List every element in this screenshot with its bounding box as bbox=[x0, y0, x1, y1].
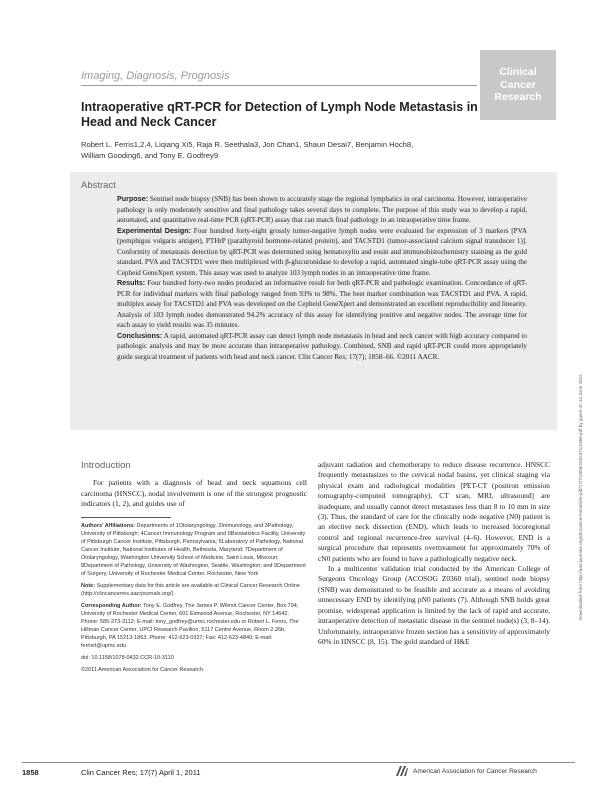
abstract-text: Sentinel node biopsy (SNB) has been shown to accurately stage the regional lymphatics in oral carcinoma. However, intraoperative pathology is only moderately sensitive and final pathology takes several days to complete. The purpose of this study was to develop a rapid, automated, and quantitative real-time PCR (qRT-PCR) assay that can match final pathology in an intraoperative time frame. bbox=[117, 195, 527, 224]
corresponding-label: Corresponding Author: bbox=[81, 603, 142, 609]
body-paragraph: For patients with a diagnosis of head and neck squamous cell carcinoma (HNSCC), nodal involvement is one of the strongest prognostic indicators (1, 2), and guides use of bbox=[81, 478, 307, 508]
title-line: Head and Neck Cancer bbox=[81, 115, 217, 129]
author-list bbox=[81, 139, 521, 161]
abstract-label: Purpose: bbox=[117, 195, 148, 203]
introduction-left-column bbox=[81, 478, 307, 510]
introduction-heading: Introduction bbox=[81, 460, 131, 471]
abstract-paragraph bbox=[117, 226, 527, 279]
journal-citation: Clin Cancer Res; 17(7) April 1, 2011 bbox=[81, 768, 201, 777]
corresponding-text: Tony E. Godfrey, The James P. Wilmot Cancer Center, Box 704, University of Rochester Medical Center, 601 Elmwood Avenue, Rochester, NY 14642. Phone: 585-273-3112; E-mail: tony_godfrey@urmc.rochester.edu or Robert L. Ferris, The Hillman Cancer Center, UPCI Research Pavilion, 5117 Centre Avenue, Room 2.26b, Pittsburgh, PA 15213-1863. Phone: 412-623-0327; Fax: 412-623-4840; E-mail: ferrisrl@upmc.edu bbox=[81, 603, 299, 649]
publisher-name: American Association for Cancer Research bbox=[413, 768, 537, 775]
journal-badge-line: Research bbox=[494, 91, 542, 104]
journal-badge-line: Cancer bbox=[500, 78, 536, 91]
affiliations-text: Departments of 1Otolaryngology, 2Immunology, and 3Pathology, University of Pittsburgh; 4Cancer Immunology Program and 6Biostatistics Facility, University of Pittsburgh Cancer Institute, Pittsburgh, Pennsylvania; 5Laboratory of Pathology, National Cancer Institute, National Institutes of Health, Bethesda, Maryland; 7Department of Otolaryngology, Washington University School of Medicine, Saint Louis, Missouri; 8Department of Pathology, University of Washington, Seattle, Washington; and 9Department of Surgery, University of Rochester Medical Center, Rochester, New York bbox=[81, 523, 306, 577]
abstract-label: Conclusions: bbox=[117, 331, 163, 340]
page-number: 1858 bbox=[22, 768, 39, 777]
download-notice-text: Downloaded from http://aacrjournals.org/clincancerres/article-pdf/17/7/1858/2002371/1858.pdf by guest on 14 June 2022 bbox=[578, 374, 583, 620]
abstract-label: Experimental Design: bbox=[117, 226, 191, 235]
aacr-logo-icon bbox=[395, 765, 409, 777]
header-rule bbox=[81, 85, 477, 86]
corresponding-author bbox=[81, 602, 307, 650]
affiliation-rule bbox=[81, 517, 171, 518]
supplementary-note bbox=[81, 582, 307, 598]
body-paragraph: adjuvant radiation and chemotherapy to reduce disease recurrence. HNSCC frequently metastasizes to the cervical nodal basins, yet clinical staging via physical exam and radiological modalities [PET-CT (positron emission tomography-computed tomography), CT scan, MRI, ultrasound] are inadequate, and usually cannot detect metastases less than 8 to 10 mm in size (3). Thus, the standard of care for the clinically node negative (N0) patient is an elective neck dissection (END), which leads to increased locoregional control and regional recurrence-free survival (4–6). However, END is a surgical procedure that represents overtreatment for approximately 70% of cN0 patients who are found to have a pathologically negative neck. bbox=[318, 460, 550, 563]
author-line: William Gooding6, and Tony E. Godfrey9 bbox=[81, 151, 219, 160]
affiliations-label: Authors' Affiliations: bbox=[81, 523, 135, 529]
abstract-paragraph bbox=[117, 194, 527, 226]
affiliations bbox=[81, 522, 307, 578]
abstract-paragraph bbox=[117, 331, 527, 363]
abstract-paragraph bbox=[117, 278, 527, 331]
note-label: Note: bbox=[81, 583, 96, 589]
abstract-text: Four hundred forty-eight grossly tumor-negative lymph nodes were evaluated for expression of 3 markers [PVA (pemphigus vulgaris antigen), PTHrP (parathyroid hormone-related protein), and TACSTD1 (tumor-associated calcium signal transducer 1)]. Conformity of metastasis detection by qRT-PCR was determined using hematoxylin and eosin and immunohistochemistry staining as the gold standard. PVA and TACSTD1 were then multiplexed with β-glucuronidase to develop a rapid, automated single-tube qRT-PCR assay using the Cepheid GeneXpert system. This assay was used to analyze 103 lymph nodes in an intraoperative time frame. bbox=[117, 226, 527, 277]
download-notice bbox=[573, 190, 583, 620]
author-line: Robert L. Ferris1,2,4, Liqiang Xi5, Raja R. Seethala3, Jon Chan1, Shaun Desai7, Benjamin Hoch8, bbox=[81, 140, 414, 149]
abstract-heading: Abstract bbox=[81, 180, 116, 191]
abstract-label: Results: bbox=[117, 279, 146, 287]
introduction-right-column bbox=[318, 460, 550, 647]
copyright: ©2011 American Association for Cancer Research. bbox=[81, 667, 205, 673]
section-label: Imaging, Diagnosis, Prognosis bbox=[81, 70, 230, 82]
abstract-text: Four hundred forty-two nodes produced an informative result for both qRT-PCR and pathologic examination. Concordance of qRT-PCR for individual markers with final pathology ranged from 93% to 98%. The best marker combination was TACSTD1 and PVA. A rapid, multiplex assay for TACSTD1 and PVA was developed on the Cepheid GeneXpert and demonstrated an excellent reproducibility and linearity. Analysis of 103 lymph nodes demonstrated 94.2% accuracy of this assay for identifying positive and negative nodes. The average time for each assay to yield results was 35 minutes. bbox=[117, 279, 527, 329]
note-text: Supplementary data for this article are available at Clinical Cancer Research Online (http://clincancerres.aacrjournals.org/). bbox=[81, 583, 300, 597]
body-paragraph: In a multicenter validation trial conducted by the American College of Surgeons Oncology Group (ACOSOG Z0360 trial), sentinel node biopsy (SNB) was demonstrated to be feasible and accurate as a means of avoiding unnecessary END by identifying pN0 patients (7). Although SNB holds great promise, widespread application is limited by the lack of rapid and accurate, intraoperative detection of metastatic disease in the sentinel node(s) (3, 8–14). Unfortunately, intraoperative frozen section has a sensitivity of approximately 60% in HNSCC (8, 15). The gold standard of H&E bbox=[318, 564, 550, 646]
affiliations-block bbox=[81, 522, 307, 678]
abstract-body bbox=[117, 194, 527, 362]
article-title bbox=[81, 100, 501, 130]
doi: doi: 10.1158/1078-0432.CCR-10-3110 bbox=[81, 655, 174, 661]
abstract-text: A rapid, automated qRT-PCR assay can detect lymph node metastasis in head and neck cancer with high accuracy compared to pathologic analysis and may be more accurate than intraoperative pathology. Combined, SNB and rapid qRT-PCR could more appropriately guide surgical treatment of patients with head and neck cancer. Clin Cancer Res; 17(7); 1858–66. ©2011 AACR. bbox=[117, 331, 527, 361]
footer-rule bbox=[22, 762, 575, 763]
journal-badge-line: Clinical bbox=[499, 66, 537, 79]
title-line: Intraoperative qRT-PCR for Detection of Lymph Node Metastasis in bbox=[81, 100, 478, 114]
